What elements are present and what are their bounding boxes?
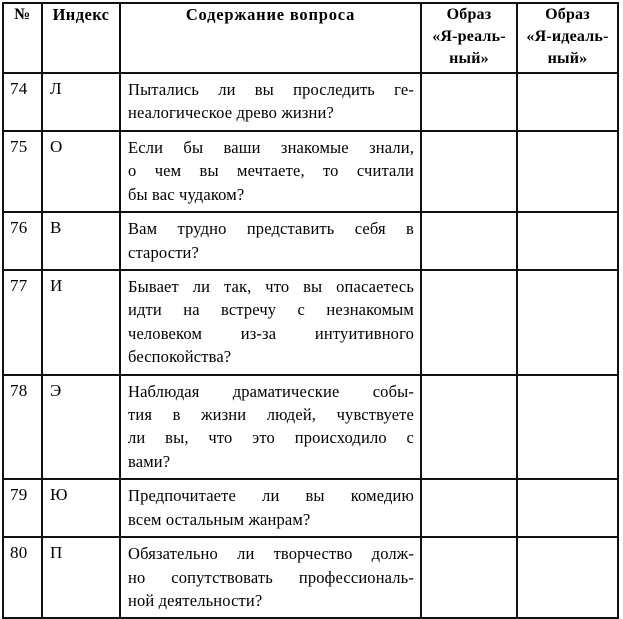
cell-image-ideal[interactable] (517, 212, 618, 270)
column-header-image-real (421, 3, 517, 73)
question-line: ной деятельности? (128, 591, 263, 611)
cell-image-real[interactable] (421, 479, 517, 537)
cell-number: 75 (3, 131, 42, 212)
question-line: Предпочитаете ли вы комедию (128, 486, 414, 506)
header-line-2: «Я-реаль- (432, 28, 506, 46)
question-line: вами? (128, 451, 171, 471)
question-line: старости? (128, 242, 200, 262)
table-row (3, 131, 618, 212)
cell-number: 76 (3, 212, 42, 270)
column-header-index: Индекс (42, 3, 120, 73)
question-line: человеком из-за интуитивного (128, 323, 414, 343)
cell-question (120, 375, 421, 480)
cell-index: О (42, 131, 120, 212)
cell-index: П (42, 537, 120, 618)
question-line: Бывает ли так, что вы опасаетесь (128, 276, 414, 296)
cell-image-real[interactable] (421, 537, 517, 618)
cell-image-ideal[interactable] (517, 375, 618, 480)
table-row (3, 212, 618, 270)
table-row (3, 375, 618, 480)
cell-index: Л (42, 73, 120, 131)
cell-question (120, 537, 421, 618)
header-row (3, 3, 618, 73)
questionnaire-table (2, 2, 619, 619)
question-line: идти на встречу с незнакомым (128, 300, 414, 320)
cell-image-ideal[interactable] (517, 537, 618, 618)
header-line-1: Образ (446, 6, 492, 23)
table-row (3, 537, 618, 618)
cell-number: 77 (3, 270, 42, 375)
question-line: о чем вы мечтаете, то считали (128, 161, 414, 181)
cell-question (120, 479, 421, 537)
cell-question (120, 212, 421, 270)
column-header-number: № (3, 3, 42, 73)
column-header-question: Содержание вопроса (120, 3, 421, 73)
table-header (3, 3, 618, 73)
question-line: бы вас чудаком? (128, 184, 245, 204)
cell-index: В (42, 212, 120, 270)
cell-image-ideal[interactable] (517, 270, 618, 375)
cell-number: 80 (3, 537, 42, 618)
question-line: всем остальным жанрам? (128, 509, 311, 529)
cell-index: Ю (42, 479, 120, 537)
cell-index: Э (42, 375, 120, 480)
cell-image-real[interactable] (421, 375, 517, 480)
cell-image-real[interactable] (421, 131, 517, 212)
question-line: Пытались ли вы проследить ге- (128, 80, 414, 99)
question-line: Наблюдая драматические собы- (128, 381, 414, 401)
header-line-2: «Я-идеаль- (526, 28, 609, 46)
cell-question (120, 270, 421, 375)
cell-image-real[interactable] (421, 212, 517, 270)
cell-index: И (42, 270, 120, 375)
cell-image-ideal[interactable] (517, 73, 618, 131)
cell-number: 78 (3, 375, 42, 480)
question-line: ли вы, что это происходило с (128, 428, 414, 448)
question-line: неалогическое древо жизни? (128, 103, 334, 123)
header-line-3: ный» (547, 50, 588, 68)
cell-image-real[interactable] (421, 73, 517, 131)
cell-question (120, 131, 421, 212)
cell-image-ideal[interactable] (517, 479, 618, 537)
table-row (3, 73, 618, 131)
header-line-3: ный» (449, 50, 489, 68)
header-line-1: Образ (545, 6, 590, 23)
question-line: тия в жизни людей, чувствуете (128, 405, 414, 425)
question-line: Если бы ваши знакомые знали, (128, 137, 414, 157)
question-line: Обязательно ли творчество долж- (128, 544, 414, 564)
column-header-image-ideal (517, 3, 618, 73)
table-row (3, 479, 618, 537)
question-line: но сопутствовать профессиональ- (128, 567, 414, 587)
cell-image-ideal[interactable] (517, 131, 618, 212)
table-row (3, 270, 618, 375)
cell-image-real[interactable] (421, 270, 517, 375)
cell-number: 74 (3, 73, 42, 131)
question-line: Вам трудно представить себя в (128, 219, 414, 239)
table-body (3, 73, 618, 618)
cell-question (120, 73, 421, 131)
question-line: беспокойства? (128, 347, 232, 367)
cell-number: 79 (3, 479, 42, 537)
